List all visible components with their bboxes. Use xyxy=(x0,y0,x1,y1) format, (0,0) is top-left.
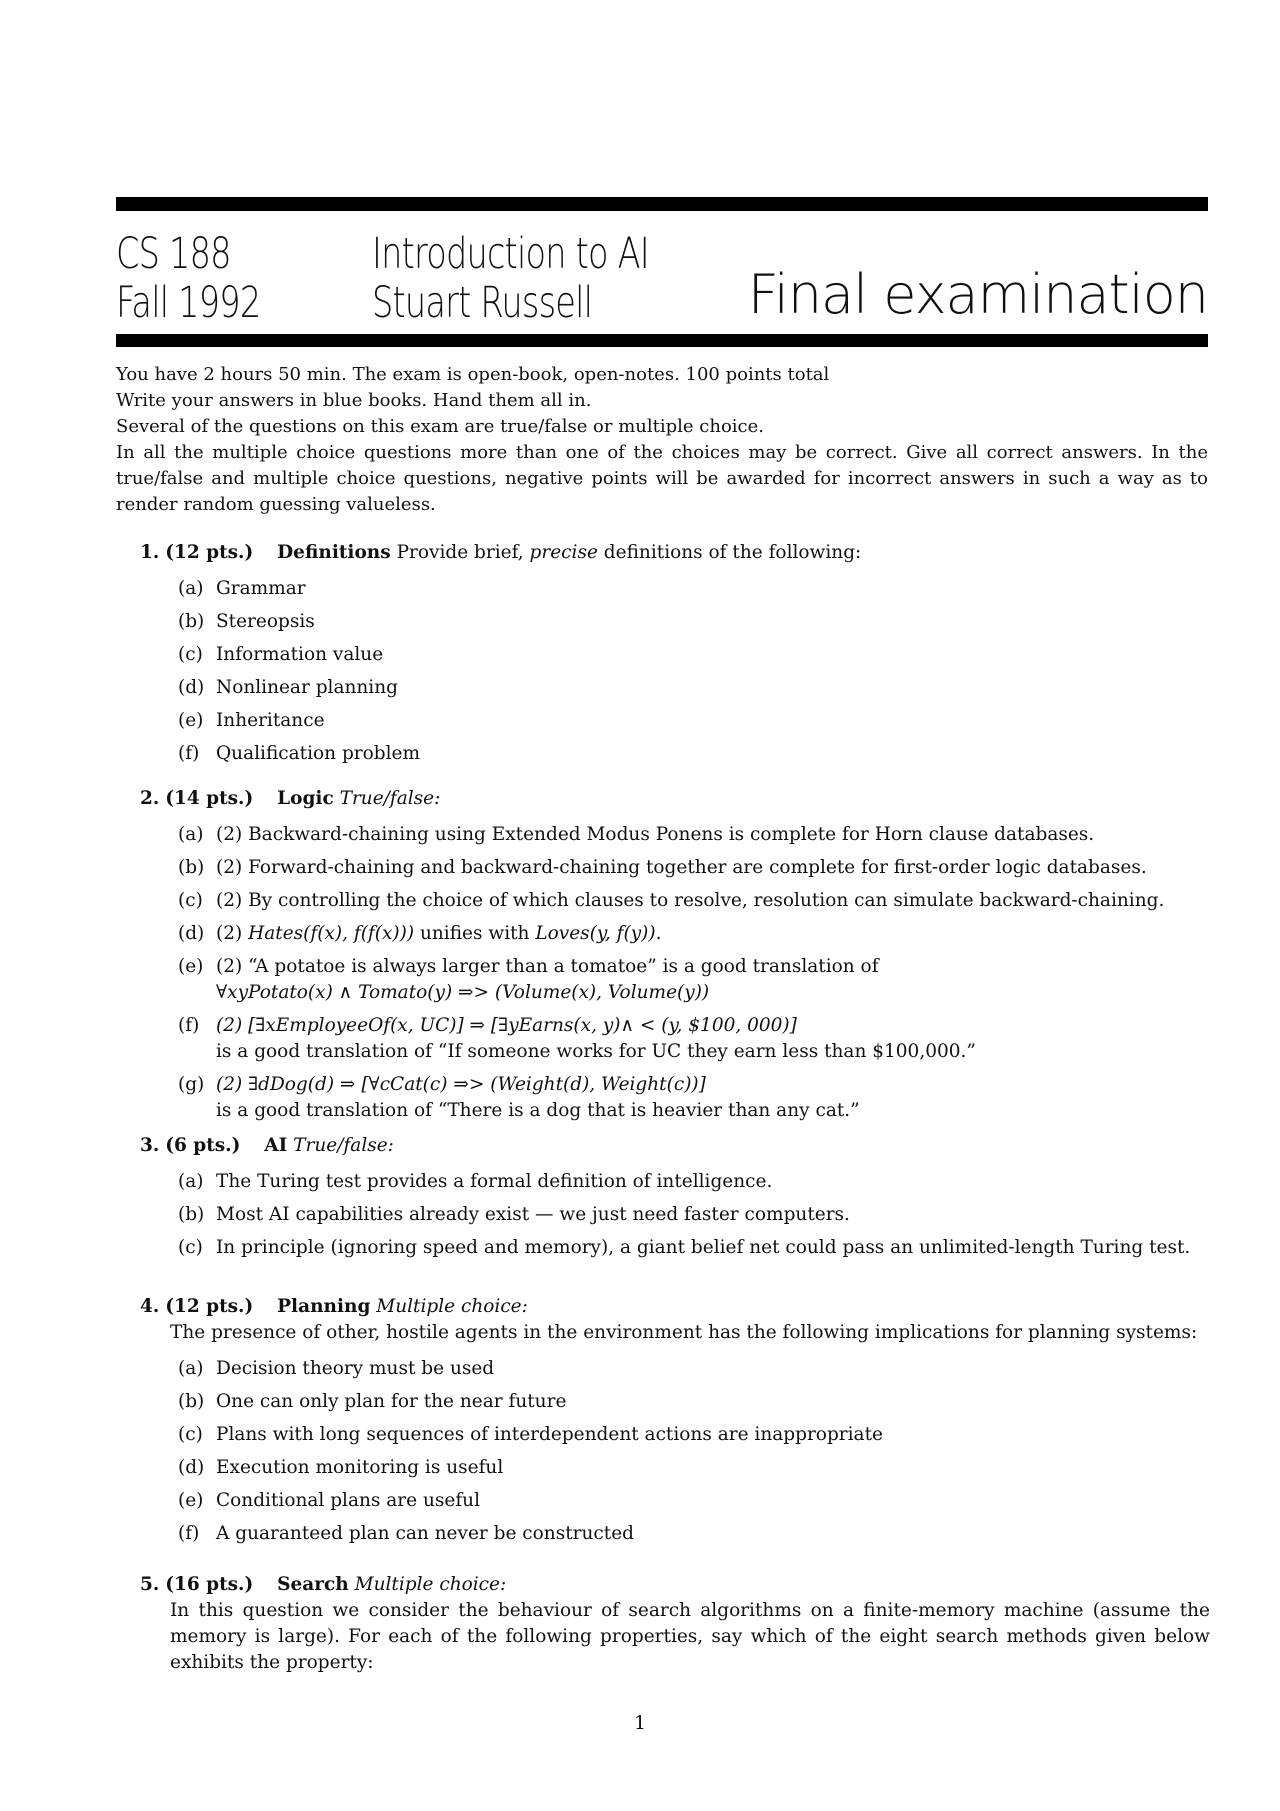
question-1 xyxy=(140,540,1210,774)
item-text: Information value xyxy=(216,644,384,665)
item-text: is a good translation of “If someone works for UC they earn less than $100,000.” xyxy=(216,1041,976,1062)
question-points: (12 pts.) xyxy=(165,542,254,563)
item-label: (f) xyxy=(178,743,200,764)
header-top-rule xyxy=(116,197,1208,211)
item-text: A guaranteed plan can never be constructed xyxy=(216,1523,634,1544)
item-label: (f) xyxy=(178,1015,200,1036)
list-item xyxy=(178,708,1210,734)
item-label: (c) xyxy=(178,1424,203,1445)
course-code: CS 188 xyxy=(116,229,231,279)
question-title: Search xyxy=(277,1574,349,1595)
question-intro: definitions of the following: xyxy=(603,542,862,563)
list-item xyxy=(178,1389,1210,1415)
question-number: 1. xyxy=(140,542,160,563)
list-item xyxy=(178,1488,1210,1514)
question-kind: True/false: xyxy=(339,788,441,809)
item-label: (b) xyxy=(178,857,205,878)
list-item xyxy=(178,1521,1210,1547)
question-number: 4. xyxy=(140,1296,160,1317)
subject-title: Introduction to AI xyxy=(372,229,649,279)
item-text: (2) “A potatoe is always larger than a tomatoe” is a good translation of xyxy=(216,956,879,977)
list-item xyxy=(178,741,1210,767)
formula: (2) ∃dDog(d) ⇒ [∀cCat(c) ⇒> (Weight(d), Weight(c))] xyxy=(216,1074,706,1095)
question-2 xyxy=(140,786,1210,1131)
item-text: Inheritance xyxy=(216,710,325,731)
question-kind: Multiple choice: xyxy=(354,1574,507,1595)
item-text: unifies with xyxy=(419,923,530,944)
header-bottom-rule xyxy=(116,334,1208,347)
question-intro: Provide brief, xyxy=(396,542,524,563)
item-text: Decision theory must be used xyxy=(216,1358,495,1379)
item-label: (e) xyxy=(178,956,204,977)
question-items xyxy=(140,1169,1210,1261)
question-heading xyxy=(140,540,1210,566)
term: Fall 1992 xyxy=(116,278,261,328)
item-label: (a) xyxy=(178,824,204,845)
item-text: One can only plan for the near future xyxy=(216,1391,567,1412)
item-label: (c) xyxy=(178,644,203,665)
item-label: (a) xyxy=(178,1171,204,1192)
formula: Hates(f(x), f(f(x))) xyxy=(248,923,415,944)
list-item xyxy=(178,1422,1210,1448)
item-label: (f) xyxy=(178,1523,200,1544)
item-label: (c) xyxy=(178,1237,203,1258)
question-items xyxy=(140,576,1210,767)
question-title: AI xyxy=(264,1135,288,1156)
list-item xyxy=(178,888,1210,914)
item-label: (a) xyxy=(178,1358,204,1379)
list-item xyxy=(178,1169,1210,1195)
question-items xyxy=(140,822,1210,1124)
item-text: Plans with long sequences of interdependent actions are inappropriate xyxy=(216,1424,883,1445)
item-label: (b) xyxy=(178,611,205,632)
question-heading xyxy=(140,1572,1210,1598)
list-item xyxy=(178,642,1210,668)
item-text: (2) Backward-chaining using Extended Modus Ponens is complete for Horn clause databases. xyxy=(216,824,1095,845)
question-3 xyxy=(140,1133,1210,1268)
list-item xyxy=(178,855,1210,881)
question-kind: Multiple choice: xyxy=(376,1296,528,1317)
item-text: Grammar xyxy=(216,578,306,599)
question-description: The presence of other, hostile agents in the environment has the following implications for planning systems: xyxy=(170,1322,1198,1343)
list-item xyxy=(178,954,1210,1006)
question-heading xyxy=(140,1133,1210,1159)
item-text: (2) xyxy=(216,923,243,944)
instruction-line: Several of the questions on this exam are true/false or multiple choice. xyxy=(116,416,765,437)
page-number: 1 xyxy=(633,1712,647,1734)
item-label: (d) xyxy=(178,677,205,698)
question-description: In this question we consider the behaviour of search algorithms on a finite-memory machine (assume the memory is large). For each of the following properties, say which of the eight search methods given below exhibits the property: xyxy=(170,1600,1210,1673)
question-heading xyxy=(140,1294,1210,1320)
item-text: Execution monitoring is useful xyxy=(216,1457,504,1478)
formula: (2) [∃xEmployeeOf(x, UC)] ⇒ [∃yEarns(x, y)∧ < (y, $100, 000)] xyxy=(216,1015,797,1036)
question-number: 2. xyxy=(140,788,160,809)
list-item xyxy=(178,609,1210,635)
item-text: Conditional plans are useful xyxy=(216,1490,481,1511)
question-kind: True/false: xyxy=(293,1135,394,1156)
question-number: 3. xyxy=(140,1135,160,1156)
question-4 xyxy=(140,1294,1210,1554)
item-label: (b) xyxy=(178,1204,205,1225)
list-item xyxy=(178,1202,1210,1228)
list-item xyxy=(178,822,1210,848)
formula: Loves(y, f(y)) xyxy=(535,923,656,944)
item-text: Nonlinear planning xyxy=(216,677,398,698)
question-heading xyxy=(140,786,1210,812)
question-number: 5. xyxy=(140,1574,160,1595)
question-points: (14 pts.) xyxy=(165,788,254,809)
list-item xyxy=(178,1013,1210,1065)
item-label: (d) xyxy=(178,1457,205,1478)
item-text: (2) Forward-chaining and backward-chaining together are complete for first-order logic databases. xyxy=(216,857,1147,878)
item-label: (c) xyxy=(178,890,203,911)
item-text: In principle (ignoring speed and memory), a giant belief net could pass an unlimited-length Turing test. xyxy=(216,1237,1191,1258)
question-title: Definitions xyxy=(277,542,391,563)
list-item xyxy=(178,921,1210,947)
instruction-line: Write your answers in blue books. Hand them all in. xyxy=(116,390,592,411)
list-item xyxy=(178,1072,1210,1124)
list-item xyxy=(178,1235,1210,1261)
exam-title: Final examination xyxy=(747,263,1208,326)
item-label: (a) xyxy=(178,578,204,599)
item-text: . xyxy=(655,923,662,944)
item-label: (g) xyxy=(178,1074,205,1095)
question-points: (16 pts.) xyxy=(165,1574,254,1595)
instructor-name: Stuart Russell xyxy=(372,278,593,328)
item-text: Stereopsis xyxy=(216,611,315,632)
item-label: (b) xyxy=(178,1391,205,1412)
list-item xyxy=(178,1356,1210,1382)
question-intro-emphasis: precise xyxy=(529,542,598,563)
question-title: Logic xyxy=(277,788,334,809)
instruction-line: You have 2 hours 50 min. The exam is open-book, open-notes. 100 points total xyxy=(116,364,830,385)
item-text: (2) By controlling the choice of which clauses to resolve, resolution can simulate backward-chaining. xyxy=(216,890,1165,911)
instruction-line: In all the multiple choice questions more than one of the choices may be correct. Give all correct answers. In the true/false and multiple choice questions, negative points will be awarded for incorrect answers in such a way as to render random guessing valueless. xyxy=(116,442,1208,515)
question-5 xyxy=(140,1572,1210,1676)
item-text: The Turing test provides a formal definition of intelligence. xyxy=(216,1171,773,1192)
item-label: (d) xyxy=(178,923,205,944)
item-label: (e) xyxy=(178,710,204,731)
exam-instructions xyxy=(116,362,1208,518)
item-label: (e) xyxy=(178,1490,204,1511)
formula: ∀xyPotato(x) ∧ Tomato(y) ⇒> (Volume(x), Volume(y)) xyxy=(216,982,710,1003)
question-title: Planning xyxy=(277,1296,371,1317)
item-text: is a good translation of “There is a dog that is heavier than any cat.” xyxy=(216,1100,860,1121)
list-item xyxy=(178,1455,1210,1481)
question-points: (6 pts.) xyxy=(165,1135,241,1156)
list-item xyxy=(178,675,1210,701)
question-items xyxy=(140,1356,1210,1547)
question-points: (12 pts.) xyxy=(165,1296,254,1317)
list-item xyxy=(178,576,1210,602)
item-text: Qualification problem xyxy=(216,743,421,764)
item-text: Most AI capabilities already exist — we just need faster computers. xyxy=(216,1204,850,1225)
